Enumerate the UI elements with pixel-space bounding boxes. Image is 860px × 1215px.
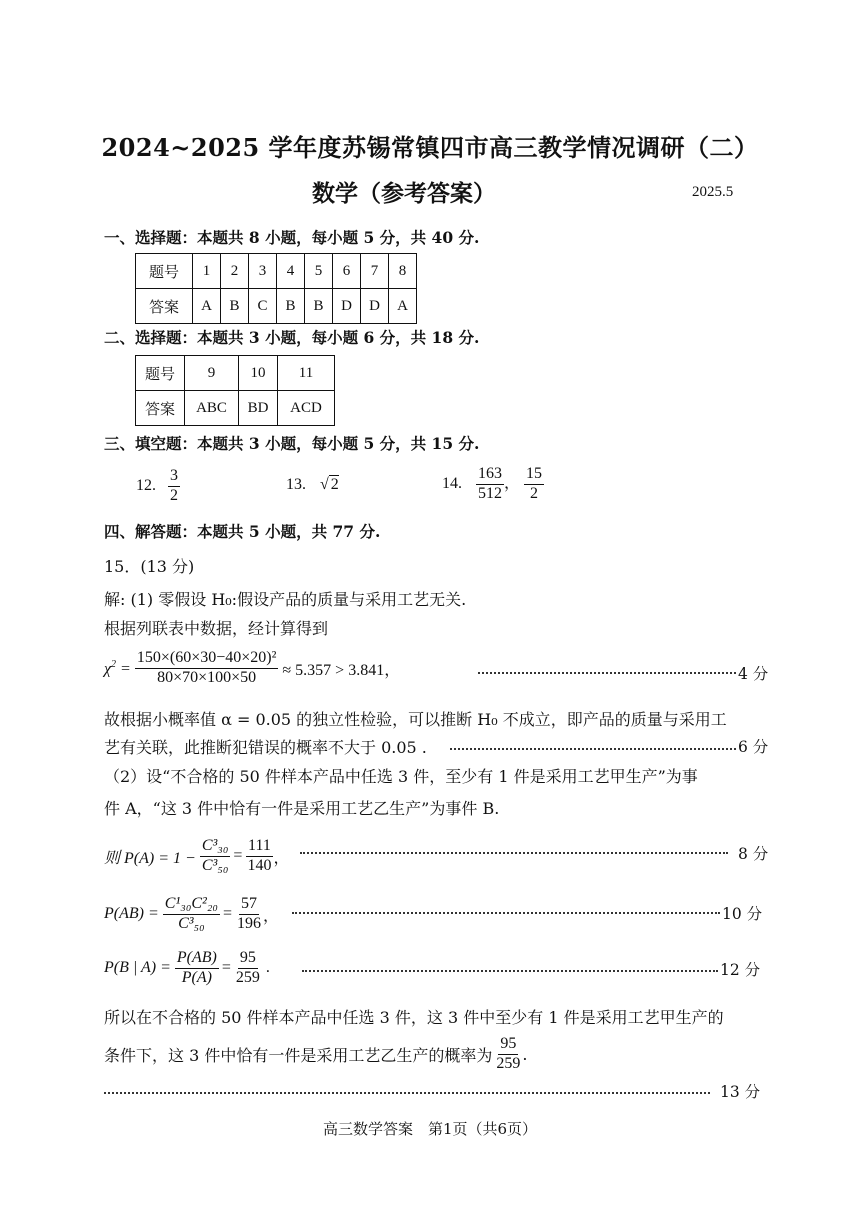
- fraction-numerator: C¹₃₀C²₂₀: [163, 896, 220, 915]
- chi-symbol: $\chi^2$ =: [104, 658, 135, 677]
- answer-label-cell: 答案: [136, 289, 193, 324]
- score-12: 12 分: [720, 961, 761, 979]
- section2-answer-table: [135, 355, 335, 426]
- question-cell: 7: [361, 254, 389, 289]
- formula-fraction: [200, 838, 231, 875]
- section3-heading: 三、填空题：本题共 3 小题，每小题 5 分，共 15 分.: [104, 434, 480, 453]
- conclusion-fraction: [494, 1036, 522, 1073]
- solution-line-3: 故根据小概率值 α = 0.05 的独立性检验，可以推断 H₀ 不成立，即产品的质量与采用工: [104, 710, 727, 729]
- fraction-denominator: 512: [478, 484, 502, 502]
- answer-cell: ABC: [185, 391, 239, 426]
- fraction-denominator: C³₅₀: [201, 856, 229, 874]
- score-8: 8 分: [738, 845, 769, 863]
- score-4: 4 分: [738, 665, 769, 683]
- score-leader-dots: [292, 912, 720, 914]
- document-title: 2024~2025 学年度苏锡常镇四市高三教学情况调研（二）: [101, 133, 759, 162]
- score-10: 10 分: [722, 905, 763, 923]
- fraction-denominator: P(A): [181, 968, 212, 986]
- answer-14-fraction-2: [524, 466, 544, 503]
- score-leader-dots: [300, 852, 728, 854]
- solution-line-8-text: 条件下，这 3 件中恰有一件是采用工艺乙生产的概率为: [104, 1045, 493, 1065]
- chi-square-result: ≈ 5.357 > 3.841，: [282, 661, 401, 679]
- chi-square-fraction: [135, 650, 279, 687]
- fraction-numerator: 15: [524, 466, 544, 485]
- solution-line-2: 根据列联表中数据，经计算得到: [104, 619, 329, 638]
- answer-14-fraction-1: [476, 466, 504, 503]
- answer-14-label: 14.: [442, 474, 462, 492]
- answer-cell: B: [221, 289, 249, 324]
- answer-label-cell: 答案: [136, 391, 185, 426]
- section1-heading: 一、选择题：本题共 8 小题，每小题 5 分，共 40 分.: [104, 228, 480, 247]
- section1-question-row: [136, 254, 417, 289]
- question-cell: 3: [249, 254, 277, 289]
- section1-answer-table: [135, 253, 417, 324]
- solution-line-6: 件 A，“这 3 件中恰有一件是采用工艺乙生产”为事件 B.: [104, 799, 500, 818]
- score-leader-dots: [104, 1092, 710, 1094]
- question-cell: 6: [333, 254, 361, 289]
- solution-line-5: （2）设“不合格的 50 件样本产品中任选 3 件，至少有 1 件是采用工艺甲生产”为事: [104, 767, 698, 786]
- formula-fraction: [163, 896, 220, 933]
- score-leader-dots: [478, 672, 736, 674]
- page-footer: 高三数学答案 第1页（共6页）: [322, 1120, 538, 1138]
- answer-cell: A: [389, 289, 417, 324]
- score-leader-dots: [450, 748, 736, 750]
- document-subtitle: 数学（参考答案）: [312, 180, 496, 207]
- solution-line-8: 条件下，这 3 件中恰有一件是采用工艺乙生产的概率为 $\frac{95}{259}$ .: [104, 1035, 528, 1072]
- fraction-numerator: 57: [239, 896, 259, 915]
- formula-prefix: 则 P(A) = 1 −: [104, 849, 196, 867]
- question-label-cell: 题号: [136, 356, 185, 391]
- fraction-denominator: 80×70×100×50: [157, 668, 257, 686]
- section1-answer-row: [136, 289, 417, 324]
- chi-square-formula: [104, 650, 400, 687]
- answer-cell: B: [277, 289, 305, 324]
- answer-13-label: 13.: [286, 476, 306, 493]
- question-cell: 1: [193, 254, 221, 289]
- section2-heading: 二、选择题：本题共 3 小题，每小题 6 分，共 18 分.: [104, 328, 480, 347]
- sqrt-sign-icon: √: [320, 476, 329, 493]
- probability-b-given-a-formula: P(B | A) = $\frac{P(AB)}{P(A)}$ = $\frac{95}{259}$ .: [104, 949, 270, 986]
- question-cell: 8: [389, 254, 417, 289]
- formula-prefix: P(AB) =: [104, 905, 159, 923]
- question-cell: 11: [278, 356, 335, 391]
- score-13: 13 分: [720, 1083, 761, 1101]
- document-date: 2025.5: [692, 184, 734, 200]
- formula-fraction: [245, 838, 273, 875]
- solution-line-1: 解: (1) 零假设 H₀:假设产品的质量与采用工艺无关.: [104, 590, 467, 609]
- answer-14-separator: ，: [504, 474, 521, 492]
- solution-line-4: 艺有关联，此推断犯错误的概率不大于 0.05 .: [104, 738, 427, 757]
- fraction-denominator: 2: [530, 484, 539, 502]
- answer-12: [136, 468, 180, 505]
- question-label-cell: 题号: [136, 254, 193, 289]
- fraction-numerator: 163: [476, 466, 504, 485]
- score-6: 6 分: [738, 738, 769, 756]
- fraction-denominator: 259: [235, 968, 260, 986]
- section2-question-row: [136, 356, 335, 391]
- formula-prefix: P(B | A) =: [104, 959, 171, 977]
- formula-fraction: [175, 950, 219, 987]
- answer-14: [442, 466, 544, 503]
- answer-13: [286, 476, 339, 494]
- answer-cell: D: [333, 289, 361, 324]
- formula-fraction: [234, 950, 262, 987]
- question-cell: 2: [221, 254, 249, 289]
- fraction-numerator: 95: [498, 1036, 518, 1055]
- fraction-denominator: 259: [496, 1054, 521, 1072]
- question-cell: 5: [305, 254, 333, 289]
- answer-12-fraction: [168, 468, 180, 505]
- fraction-denominator: C³₅₀: [178, 914, 205, 932]
- fraction-numerator: 95: [238, 950, 258, 969]
- fraction-numerator: 111: [246, 838, 273, 857]
- formula-fraction: [235, 896, 263, 933]
- fraction-numerator: P(AB): [175, 950, 219, 969]
- score-leader-dots: [302, 970, 718, 972]
- fraction-numerator: 3: [168, 468, 180, 487]
- question-cell: 9: [185, 356, 239, 391]
- fraction-numerator: C³₃₀: [200, 838, 231, 857]
- section2-answer-row: [136, 391, 335, 426]
- solution-line-7: 所以在不合格的 50 件样本产品中任选 3 件，这 3 件中至少有 1 件是采用工艺甲生产的: [104, 1008, 724, 1027]
- probability-ab-formula: P(AB) = $\frac{\text{C¹₃₀C²₂₀}}{\text{C³₅₀}}$ = $\frac{57}{196}$ ，: [104, 895, 280, 932]
- fraction-denominator: 196: [237, 914, 261, 932]
- question-15-title: 15．(13 分): [104, 557, 195, 576]
- fraction-denominator: 2: [170, 486, 178, 504]
- section4-heading: 四、解答题：本题共 5 小题，共 77 分.: [104, 522, 381, 541]
- fraction-denominator: 140: [247, 856, 272, 874]
- answer-cell: BD: [239, 391, 278, 426]
- probability-a-formula: 则 P(A) = 1 − $\frac{\text{C³₃₀}}{\text{C³₅₀}}$ = $\frac{111}{140}$ ，: [104, 837, 290, 874]
- answer-13-value: 2: [330, 476, 339, 493]
- answer-12-label: 12.: [136, 476, 156, 494]
- answer-cell: C: [249, 289, 277, 324]
- fraction-numerator: 150×(60×30−40×20)²: [135, 650, 279, 669]
- answer-cell: B: [305, 289, 333, 324]
- question-cell: 4: [277, 254, 305, 289]
- question-cell: 10: [239, 356, 278, 391]
- answer-cell: ACD: [278, 391, 335, 426]
- answer-cell: A: [193, 289, 221, 324]
- answer-cell: D: [361, 289, 389, 324]
